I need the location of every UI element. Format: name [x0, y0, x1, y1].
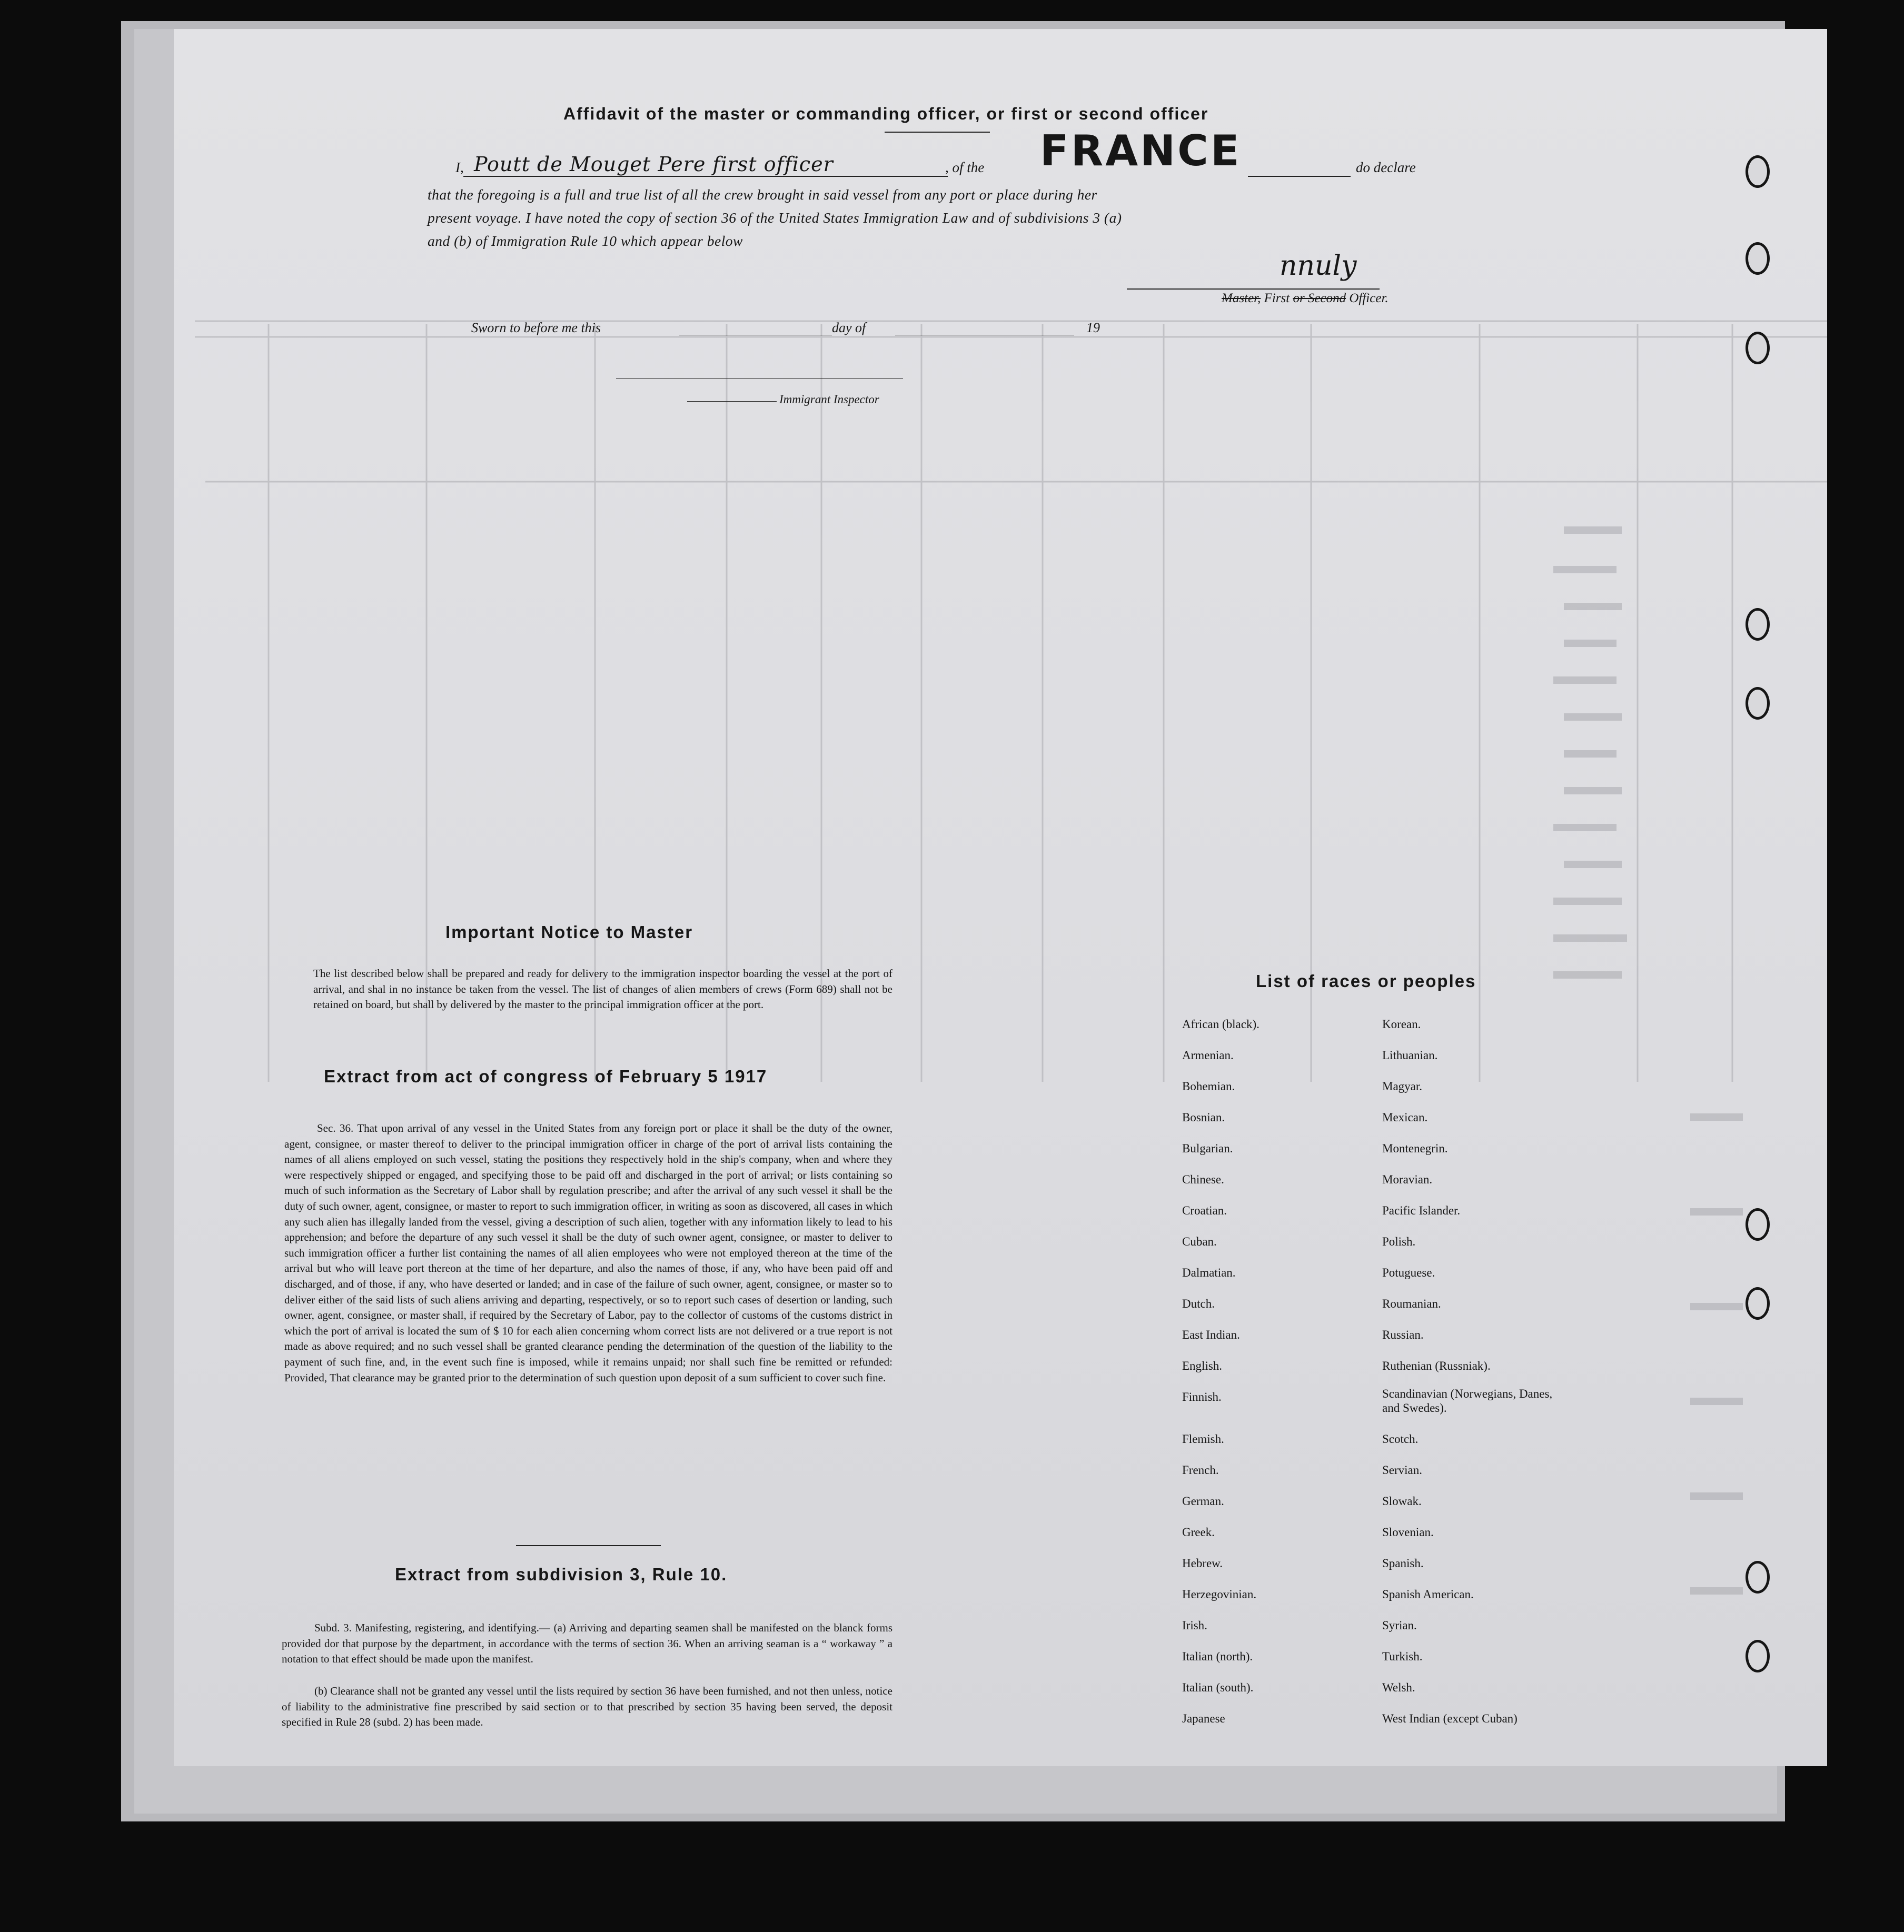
race-item: Slovenian.: [1382, 1526, 1434, 1539]
of-the-label: , of the: [945, 160, 985, 175]
inspector-label: Immigrant Inspector: [779, 393, 879, 406]
signature-line: [1127, 288, 1380, 290]
extract-act-heading: Extract from act of congress of February 5 1917: [324, 1067, 768, 1086]
race-item: Dalmatian.: [1182, 1266, 1236, 1279]
race-item: Japanese: [1182, 1712, 1225, 1725]
punch-hole: [1746, 155, 1770, 188]
race-item: Russian.: [1382, 1328, 1424, 1341]
extract-act-text: Sec. 36. That upon arrival of any vessel in the United States from any foreign port or place it shall be the duty of the owner, agent, consignee, or master thereof to deliver to the principal immigration officer in charge of the port of arrival lists containing the names of all aliens employed on such vessel, stating the positions they respectively hold in the ship's company, when and where they were respectively shipped or engaged, and specifying those to be paid off and discharged in the port of arrival; or lists containing so much of such information as the Secretary of Labor shall by regulation prescribe; and after the arrival of any such vessel it shall be the duty of such owner, agent, consignee, or master to report to such immigration officer, in writing as soon as discovered, all cases in which any such alien has illegally landed from the vessel, giving a description of such alien, together with any information likely to lead to his apprehension; and before the departure of any such vessel it shall be the duty of such owner agent, consignee, or master to deliver to such immigration officer a further list containing the names of all alien employees who were not employed thereon at the time of the arrival but who will leave port thereon at the time of her departure, and also the names of those, if any, who have been paid off and discharged, and of those, if any, who have deserted or landed; and in case of the failure of such owner, agent, consignee, or master so to deliver either of the said lists of such aliens arriving and departing, respectively, or so to report such cases of desertion or landing, such owner, agent, consignee, or master shall, if required by the Secretary of Labor, pay to the collector of customs of the customs district in which the port of arrival is located the sum of $ 10 for each alien concerning whom correct lists are not delivered or a true report is not made as above required; and no such vessel shall be granted clearance pending the determination of the question of the liability to the payment of such fine, and, in the event such fine is imposed, while it remains unpaid; nor shall such fine be remitted or refunded: Provided, That clearance may be granted prior to the determination of such question upon deposit of a sum sufficient to cover such fine.: [284, 1122, 893, 1384]
affidavit-line-3: present voyage. I have noted the copy of section 36 of the United States Immigration Law and of subdivisions 3 (a): [428, 210, 1122, 226]
race-item: Cuban.: [1182, 1235, 1217, 1248]
race-item: Welsh.: [1382, 1681, 1415, 1694]
race-item: Montenegrin.: [1382, 1142, 1448, 1155]
race-item: Chinese.: [1182, 1173, 1224, 1186]
bleed-through-grid: [174, 29, 1827, 1766]
race-item: Polish.: [1382, 1235, 1416, 1248]
race-item: East Indian.: [1182, 1328, 1240, 1341]
punch-hole: [1746, 242, 1770, 275]
race-item: Scotch.: [1382, 1432, 1419, 1446]
race-item: Moravian.: [1382, 1173, 1433, 1186]
declarant-name-handwritten: Poutt de Mouget Pere first officer: [474, 153, 834, 176]
vessel-name: FRANCE: [1040, 126, 1242, 175]
race-item: Croatian.: [1182, 1204, 1227, 1217]
punch-hole: [1746, 608, 1770, 641]
race-item: English.: [1182, 1359, 1223, 1372]
race-item: Dutch.: [1182, 1297, 1215, 1310]
race-item: Potuguese.: [1382, 1266, 1435, 1279]
inspector-short-line: [687, 401, 777, 402]
sworn-day-label: day of: [832, 320, 866, 335]
race-item: Mexican.: [1382, 1111, 1428, 1124]
race-item: Italian (north).: [1182, 1650, 1253, 1663]
punch-hole: [1746, 1208, 1770, 1241]
race-item: Roumanian.: [1382, 1297, 1441, 1310]
race-item: Scandinavian (Norwegians, Danes, and Swedes).: [1382, 1387, 1553, 1415]
race-item: African (black).: [1182, 1018, 1260, 1031]
extract-rule-text-a: Subd. 3. Manifesting, registering, and identifying.— (a) Arriving and departing seamen shall be manifested on the blanck forms provided dor that purpose by the department, in accordance with the terms of section 36. When an arriving seaman is a “ workaway ” a notation to that effect should be made upon the manifest.: [282, 1621, 893, 1665]
declarant-line: [463, 176, 948, 177]
race-item: Servian.: [1382, 1463, 1423, 1477]
punch-hole: [1746, 1561, 1770, 1594]
race-item: Lithuanian.: [1382, 1049, 1438, 1062]
officer-signature-handwritten: nnuly: [1280, 250, 1357, 282]
race-item: Slowak.: [1382, 1495, 1422, 1508]
affidavit-line-4: and (b) of Immigration Rule 10 which appear below: [428, 233, 743, 249]
race-item: Ruthenian (Russniak).: [1382, 1359, 1491, 1372]
manifest-sheet: [174, 29, 1827, 1766]
officer-label: Master, First or Second Officer.: [1222, 291, 1389, 305]
affidavit-line-2: that the foregoing is a full and true list of all the crew brought in said vessel from any port or place during her: [428, 186, 1097, 203]
sworn-prefix: Sworn to before me this: [471, 320, 601, 335]
race-item: Greek.: [1182, 1526, 1215, 1539]
race-item: Syrian.: [1382, 1619, 1417, 1632]
section-divider: [516, 1545, 661, 1546]
extract-rule-heading: Extract from subdivision 3, Rule 10.: [395, 1565, 728, 1584]
race-item: Bosnian.: [1182, 1111, 1225, 1124]
race-item: Armenian.: [1182, 1049, 1234, 1062]
race-item: Hebrew.: [1182, 1557, 1223, 1570]
race-item: Irish.: [1182, 1619, 1207, 1632]
race-item: Bulgarian.: [1182, 1142, 1233, 1155]
race-item: Flemish.: [1182, 1432, 1224, 1446]
race-item: German.: [1182, 1495, 1224, 1508]
notice-text: The list described below shall be prepared and ready for delivery to the immigration inspector boarding the vessel at the port of arrival, and shal in no instance be taken from the vessel. The list of changes of alien members of crews (Form 689) shall not be retained on board, but shall by delivered by the master to the principal immigration officer at the port.: [313, 967, 893, 1011]
race-item: Turkish.: [1382, 1650, 1423, 1663]
race-item: Herzegovinian.: [1182, 1588, 1257, 1601]
punch-hole: [1746, 687, 1770, 720]
declarant-prefix: I,: [455, 160, 464, 175]
inspector-signature-line: [616, 378, 903, 379]
notice-heading: Important Notice to Master: [445, 922, 693, 942]
do-declare-label: do declare: [1356, 160, 1416, 175]
punch-hole: [1746, 332, 1770, 364]
extract-rule-text-b: (b) Clearance shall not be granted any vessel until the lists required by section 36 have been furnished, and not then unless, notice of liability to the administrative fine prescribed by said section or to that prescribed by section 35 having been served, the deposit specified in Rule 28 (subd. 2) has been made.: [282, 1685, 893, 1728]
race-item: Finnish.: [1182, 1390, 1222, 1403]
races-heading: List of races or peoples: [1256, 971, 1476, 991]
race-item: Bohemian.: [1182, 1080, 1235, 1093]
race-item: Spanish American.: [1382, 1588, 1474, 1601]
race-item: Spanish.: [1382, 1557, 1424, 1570]
title-rule: [885, 132, 990, 133]
race-item: Italian (south).: [1182, 1681, 1254, 1694]
sworn-year: 19: [1086, 320, 1100, 335]
race-item: Korean.: [1382, 1018, 1421, 1031]
race-item: West Indian (except Cuban): [1382, 1712, 1518, 1725]
race-item: French.: [1182, 1463, 1219, 1477]
affidavit-title: Affidavit of the master or commanding officer, or first or second officer: [563, 104, 1209, 123]
punch-hole: [1746, 1287, 1770, 1320]
race-item: Pacific Islander.: [1382, 1204, 1461, 1217]
punch-hole: [1746, 1640, 1770, 1672]
vessel-line: [1248, 176, 1351, 177]
race-item: Magyar.: [1382, 1080, 1423, 1093]
